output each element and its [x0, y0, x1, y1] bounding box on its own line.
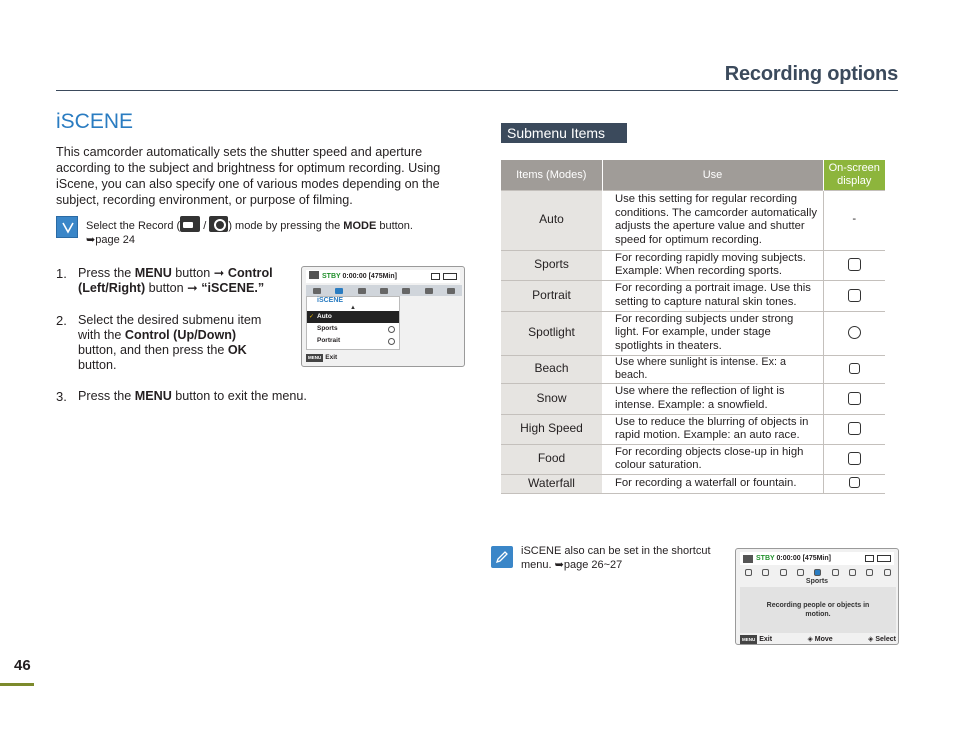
pencil-note-icon [491, 546, 513, 568]
lcd-menu-item-auto: ✓ Auto [307, 311, 399, 323]
page-number: 46 [14, 657, 31, 674]
lcd-menu-title: iSCENE [317, 297, 344, 304]
record-mode-note [56, 214, 456, 246]
card-icon [431, 273, 440, 280]
high-speed-icon [848, 422, 861, 435]
table-row: Snow Use where the reflection of light is intense. Example: a snowfield. [501, 383, 885, 414]
beach-icon [849, 363, 860, 374]
shortcut-note [491, 544, 731, 584]
table-row: Sports For recording rapidly moving subjects. Example: When recording sports. [501, 250, 885, 280]
page-number-rule [0, 683, 34, 686]
lcd-menu-item-portrait: Portrait [307, 335, 399, 347]
table-row: Portrait For recording a portrait image. Use this setting to capture natural skin tones. [501, 280, 885, 311]
lcd-menu-icons [306, 285, 462, 296]
lcd-selected-scene: Sports [805, 578, 829, 585]
camcorder-mode-icon [743, 555, 753, 563]
battery-icon [877, 555, 891, 562]
waterfall-icon [849, 477, 860, 488]
table-row: Waterfall For recording a waterfall or fountain. [501, 474, 885, 493]
lcd-scene-icons [740, 567, 896, 578]
shortcut-note-text: iSCENE also can be set in the shortcut menu. ➥page 26~27 [521, 545, 711, 571]
header-use: Use [602, 160, 823, 190]
snow-icon [848, 392, 861, 405]
portrait-icon [848, 289, 861, 302]
table-row: Food For recording objects close-up in high colour saturation. [501, 444, 885, 474]
food-icon [848, 452, 861, 465]
camcorder-mode-icon [309, 271, 319, 279]
checkbox-note-icon [56, 216, 78, 238]
lcd-hints: MENU Exit ◈ Move ◈ Select [742, 636, 896, 643]
table-row: Auto Use this setting for regular recording conditions. The camcorder automatically adjusts the aperture value and shutter speed for optimum recording. - [501, 190, 885, 250]
header-divider [56, 90, 898, 91]
lcd-screen-shortcut [735, 548, 899, 645]
lcd-scene-description: Recording people or objects in motion. [766, 602, 870, 618]
select-control-icon: ◈ [868, 636, 876, 643]
lcd-menu-item-sports: Sports [307, 323, 399, 335]
lcd-status-bar: STBY 0:00:00 [475Min] [306, 270, 460, 283]
table-row: High Speed Use to reduce the blurring of objects in rapid motion. Example: an auto race. [501, 414, 885, 444]
lcd-screen-menu [301, 266, 465, 367]
battery-icon [443, 273, 457, 280]
card-icon [865, 555, 874, 562]
table-row: Spotlight For recording subjects under strong light. For example, under stage spotlights in theaters. [501, 311, 885, 355]
video-camera-icon [180, 216, 200, 232]
record-mode-note-text: Select the Record ( / ) mode by pressing the MODE button. ➥page 24 [86, 216, 456, 247]
submenu-items-heading: Submenu Items [501, 123, 627, 143]
photo-camera-icon [209, 216, 228, 232]
sports-icon [848, 258, 861, 271]
sports-icon [388, 326, 395, 333]
portrait-icon [388, 338, 395, 345]
lcd-status-bar: STBY 0:00:00 [475Min] [740, 552, 894, 565]
header-onscreen-display: On-screen display [823, 160, 885, 190]
lcd-iscene-menu [306, 296, 400, 350]
scroll-up-icon: ▲ [350, 305, 356, 311]
spotlight-icon [848, 326, 861, 339]
page-reference: ➥page 26~27 [554, 559, 623, 571]
move-control-icon: ◈ [807, 636, 815, 643]
submenu-table [501, 160, 885, 494]
page-header-title: Recording options [724, 63, 898, 85]
table-row: Beach Use where sunlight is intense. Ex: a beach. [501, 355, 885, 383]
page-reference: ➥page 24 [86, 234, 135, 246]
header-items-modes: Items (Modes) [501, 160, 602, 190]
lcd-exit-hint: MENU Exit [308, 354, 338, 361]
section-title: iSCENE [56, 110, 134, 133]
intro-paragraph: This camcorder automatically sets the shutter speed and aperture according to the subject and brightness for optimum recording. Using iScene, you can also specify one of various modes depending on the subject, recording environment, or purpose of filming. [56, 145, 441, 207]
